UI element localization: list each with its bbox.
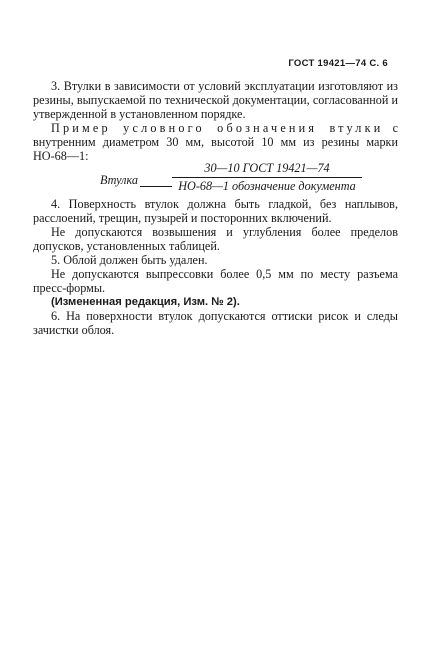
designation-example-lead: Пример условного обозначения втулки [51,121,384,135]
formula-leader-line [140,186,172,187]
paragraph-5-text: 5. Облой должен быть удален. [51,253,208,267]
paragraph-3 [33,80,398,121]
amendment-note-text: (Измененная редакция, Изм. № 2). [51,296,240,308]
formula-lead: Втулка [100,173,138,187]
paragraph-6 [33,310,398,338]
designation-example-text [33,122,398,163]
paragraph-5 [33,254,398,268]
paragraph-ejection-text: Не допускаются выпрессовки более 0,5 мм по месту разъема пресс-формы. [33,267,398,295]
paragraph-4-text: 4. Поверхность втулок должна быть гладкой, без наплывов, расслоений, трещин, пузырей и посторонних включений. [33,197,398,225]
formula-denominator: НО-68—1 обозначение документа [178,179,356,193]
paragraph-4 [33,198,398,226]
designation-example [33,122,398,163]
paragraph-tolerance [33,226,398,254]
page-header: ГОСТ 19421—74 С. 6 [288,58,388,69]
amendment-note [33,296,398,310]
paragraph-6-text: 6. На поверхности втулок допускаются оттиски рисок и следы зачистки облоя. [33,309,398,337]
designation-example-rest: с внутренним диаметром 30 мм, высотой 10 мм из резины марки НО-68—1: [33,121,398,163]
paragraph-tolerance-text: Не допускаются возвышения и углубления более пределов допусков, установленных таблицей. [33,225,398,253]
formula-numerator: 30—10 ГОСТ 19421—74 [172,161,362,178]
formula-fraction [172,161,362,194]
paragraph-3-text: 3. Втулки в зависимости от условий эксплуатации изготовляют из резины, выпускаемой по технической документации, согласованной и утвержденной в установленном порядке. [33,79,398,121]
paragraph-ejection [33,268,398,296]
